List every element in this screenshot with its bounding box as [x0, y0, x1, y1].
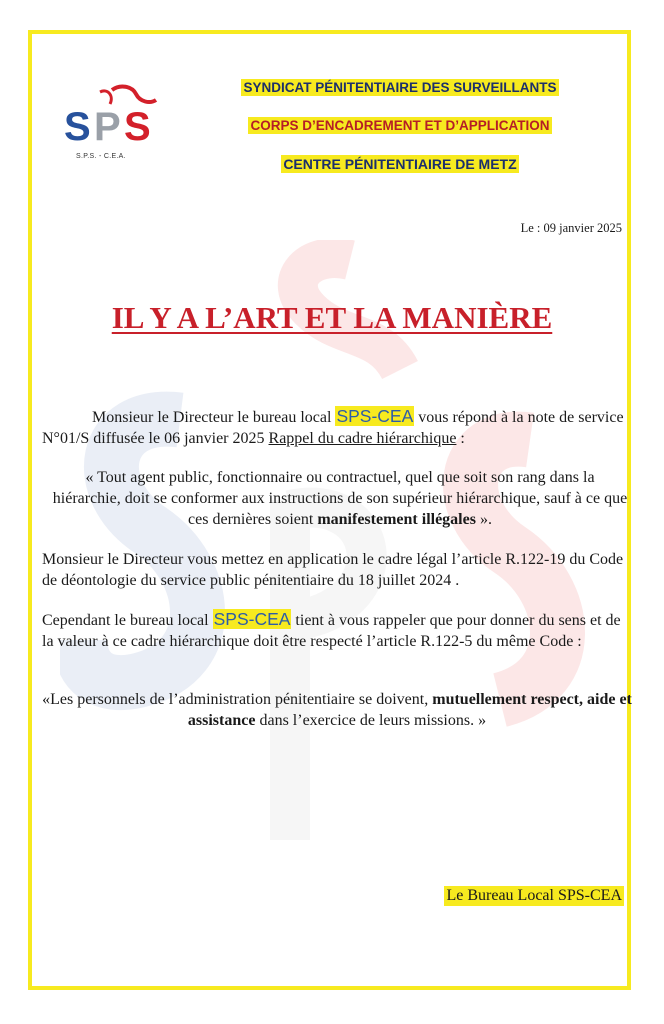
document-date: Le : 09 janvier 2025 [520, 221, 622, 235]
paragraph-1: Monsieur le Directeur le bureau local SPS-CEA vous répond à la note de service N°01/S diffusée le 06 janvier 2025 Rappel du cadre hiérarchique : [42, 406, 624, 447]
paragraph-3: Cependant le bureau local SPS-CEA tient à vous rappeler que pour donner du sens et de la valeur à ce cadre hiérarchique doit être respecté l’article R.122-5 du même Code : [42, 609, 621, 650]
header-line-3: CENTRE PÉNITENTIAIRE DE METZ [283, 156, 517, 172]
quote-1: « Tout agent public, fonctionnaire ou contractuel, quel que soit son rang dans la hiérarchie, doit se conformer aux instructions de son supérieur hiérarchique, sauf à ce que ces dernières soient manifestement illégales ». [52, 469, 628, 528]
header-line-2: CORPS D’ENCADREMENT ET D’APPLICATION [250, 118, 550, 133]
sps-logo [60, 84, 170, 164]
note-title-underlined: Rappel du cadre hiérarchique [268, 430, 457, 447]
svg-text:S: S [124, 105, 151, 149]
sps-cea-highlight: SPS-CEA [213, 609, 291, 629]
quote-2: «Les personnels de l’administration pénitentiaire se doivent, mutuellement respect, aide et assistance dans l’exercice de leurs missions. » [42, 691, 632, 729]
paragraph-2: Monsieur le Directeur vous mettez en application le cadre légal l’article R.122-19 du Code de déontologie du service public pénitentiaire du 18 juillet 2024 . [42, 551, 624, 589]
svg-text:P: P [94, 105, 121, 149]
svg-text:S: S [64, 105, 91, 149]
document-title: IL Y A L’ART ET LA MANIÈRE [111, 300, 553, 335]
signature: Le Bureau Local SPS-CEA [446, 887, 622, 904]
logo-subtitle: S.P.S. - C.E.A. [76, 153, 126, 160]
header-line-1: SYNDICAT PÉNITENTIAIRE DES SURVEILLANTS [243, 80, 557, 95]
sps-cea-highlight: SPS-CEA [336, 406, 414, 426]
